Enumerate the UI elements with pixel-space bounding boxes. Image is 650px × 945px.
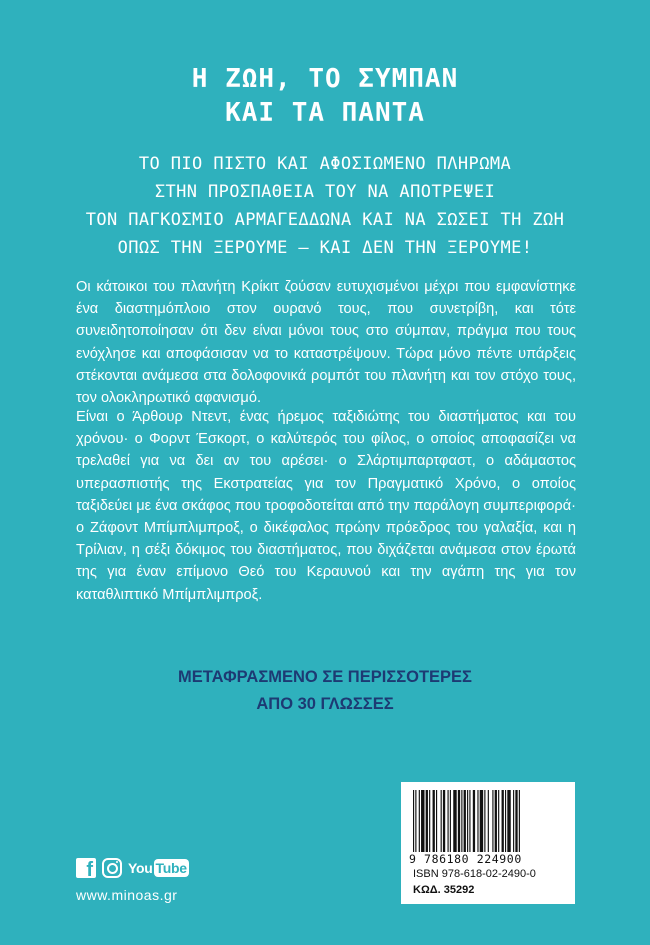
blurb-paragraph-1: Οι κάτοικοι του πλανήτη Κρίκιτ ζούσαν ευτυχισμένοι μέχρι που εμφανίστηκε ένα διαστημόπλοιο στον ουρανό τους, που συνετρίβη, και τότε συνειδητοποίησαν ότι δεν είναι μόνοι τους στο σύμπαν, πράγμα που τους ενόχλησε και αποφάσισαν να το καταστρέψουν. Τώρα μόνο πέντε υπάρξεις στέκονται ανάμεσα στα δολοφονικά ρομπότ του πλανήτη και τον στόχο τους, τον ολοκληρωτικό αφανισμό. bbox=[76, 279, 576, 407]
youtube-logo[interactable] bbox=[128, 859, 189, 877]
barcode-bars bbox=[411, 790, 565, 852]
book-title-line-1: Η ΖΩΗ, ΤΟ ΣΥΜΠΑΝ bbox=[191, 64, 459, 94]
tagline-line-1: ΤΟ ΠΙΟ ΠΙΣΤΟ ΚΑΙ ΑΦΟΣΙΩΜΕΝΟ ΠΛΗΡΩΜΑ bbox=[138, 154, 512, 174]
social-icons bbox=[76, 857, 189, 879]
tagline-line-4: ΟΠΩΣ ΤΗΝ ΞΕΡΟΥΜΕ – ΚΑΙ ΔΕΝ ΤΗΝ ΞΕΡΟΥΜΕ! bbox=[117, 238, 533, 258]
isbn-label: ISBN 978-618-02-2490-0 bbox=[413, 868, 536, 880]
instagram-icon[interactable] bbox=[102, 858, 122, 878]
barcode-box bbox=[401, 782, 575, 904]
barcode-digits: 9 786180 224900 bbox=[409, 852, 522, 866]
youtube-logo-you: You bbox=[128, 860, 153, 876]
tagline-line-3: ΤΟΝ ΠΑΓΚΟΣΜΙΟ ΑΡΜΑΓΕΔΔΩΝΑ ΚΑΙ ΝΑ ΣΩΣΕΙ ΤΗ ΖΩΗ bbox=[85, 210, 565, 230]
book-title-line-2: ΚΑΙ ΤΑ ΠΑΝΤΑ bbox=[225, 98, 425, 128]
publisher-website[interactable]: www.minoas.gr bbox=[76, 887, 178, 903]
blurb-paragraph-2: Είναι ο Άρθουρ Ντεντ, ένας ήρεμος ταξιδιώτης του διαστήματος και του χρόνου· ο Φορντ Έσκορτ, ο καλύτερός του φίλος, ο οποίος αποφασίζει να τρελαθεί για να δει αν του αρέσει· ο Σλάρτιμπαρτφαστ, ο αδάμαστος υπερασπιστής της Εκστρατείας για τον Πραγματικό Χρόνο, ο οποίος ταξιδεύει με ένα σκάφος που τροφοδοτείται από την παράλογη συμπεριφορά· ο Ζάφοντ Μπίμπλιμπροξ, ο δικέφαλος πρώην πρόεδρος του γαλαξία, και η Τρίλιαν, η σέξι δόκιμος του διαστήματος, που διχάζεται ανάμεσα στον έρωτά της για έναν επίμονο Θεό του Κεραυνού και την αγάπη της για τον καταθλιπτικό Μπίμπλιμπροξ. bbox=[76, 409, 576, 603]
facebook-icon[interactable]: f bbox=[76, 858, 96, 878]
translated-note-line-2: ΑΠΟ 30 ΓΛΩΣΣΕΣ bbox=[256, 695, 394, 713]
tagline bbox=[40, 150, 610, 262]
product-code: ΚΩΔ. 35292 bbox=[413, 884, 475, 896]
youtube-logo-tube: Tube bbox=[155, 860, 187, 876]
translated-note bbox=[0, 664, 650, 718]
translated-note-line-1: ΜΕΤΑΦΡΑΣΜΕΝΟ ΣΕ ΠΕΡΙΣΣΟΤΕΡΕΣ bbox=[178, 668, 472, 686]
book-title bbox=[0, 62, 650, 130]
tagline-line-2: ΣΤΗΝ ΠΡΟΣΠΑΘΕΙΑ ΤΟΥ ΝΑ ΑΠΟΤΡΕΨΕΙ bbox=[154, 182, 496, 202]
